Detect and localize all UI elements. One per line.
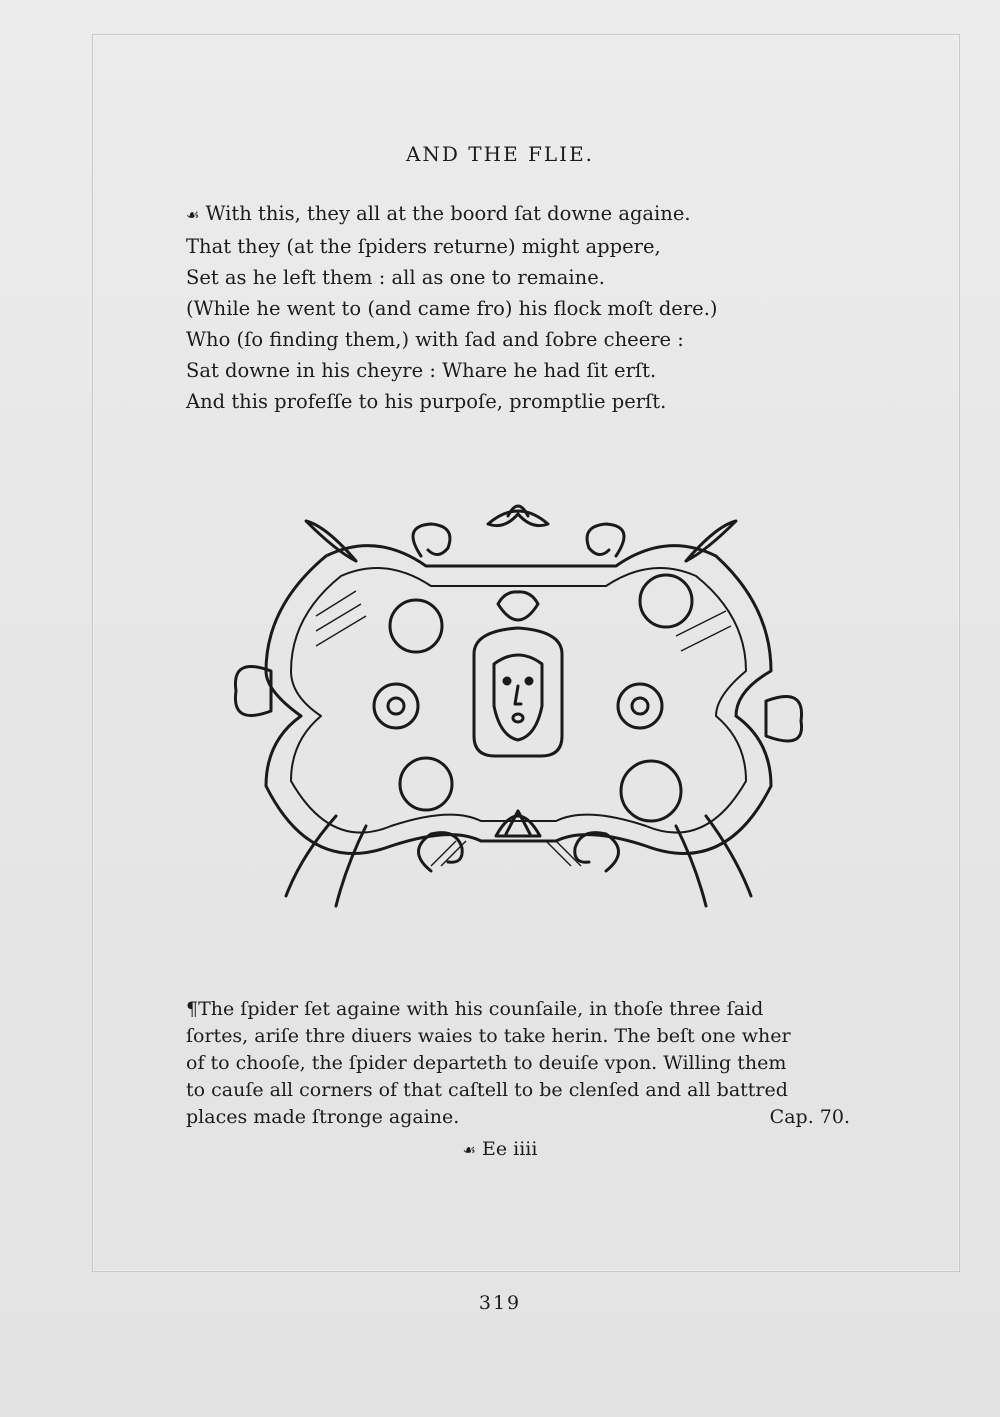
page-number: 319 bbox=[478, 1292, 522, 1314]
verse-line: That they (at the ſpiders returne) might appere, bbox=[186, 235, 661, 258]
fleuron-icon: ☙ bbox=[186, 206, 200, 224]
chapter-number: Cap. 70. bbox=[769, 1106, 850, 1128]
signature-text: Ee iiii bbox=[481, 1138, 538, 1160]
chapter-line: places made ſtronge againe. bbox=[186, 1106, 460, 1128]
verse-line: Sat downe in his cheyre : Whare he had ſit erſt. bbox=[186, 359, 657, 382]
verse-stanza bbox=[186, 198, 826, 417]
signature-mark bbox=[0, 1138, 1000, 1160]
verse-line: ☙ With this, they all at the boord ſat downe againe. bbox=[186, 202, 691, 225]
chapter-line: ¶The ſpider ſet againe with his counſaile, in thoſe three ſaid bbox=[186, 998, 764, 1020]
chapter-last-line bbox=[186, 1104, 850, 1131]
verse-line: And this profeſſe to his purpoſe, promptlie perſt. bbox=[186, 390, 667, 413]
verse-line: Who (ſo finding them,) with ſad and ſobre cheere : bbox=[186, 328, 684, 351]
chapter-line: to cauſe all corners of that caſtell to be clenſed and all battred bbox=[186, 1079, 788, 1101]
verse-line: (While he went to (and came fro) his flock moſt dere.) bbox=[186, 297, 718, 320]
woodcut-ornament-icon bbox=[226, 496, 810, 916]
fleuron-icon: ☙ bbox=[462, 1141, 476, 1159]
verse-line: Set as he left them : all as one to remaine. bbox=[186, 266, 605, 289]
chapter-line: of to chooſe, the ſpider departeth to deuiſe vpon. Willing them bbox=[186, 1052, 787, 1074]
chapter-summary bbox=[186, 996, 850, 1131]
chapter-line: ſortes, ariſe thre diuers waies to take herin. The beſt one wher bbox=[186, 1025, 791, 1047]
running-head: AND THE FLIE. bbox=[405, 142, 595, 166]
